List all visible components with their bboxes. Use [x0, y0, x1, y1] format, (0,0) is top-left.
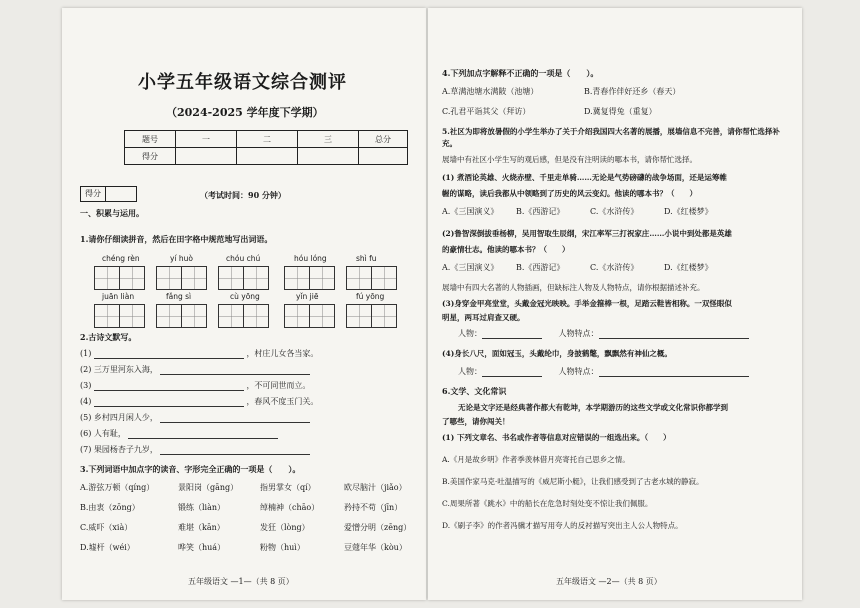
option-row	[442, 86, 680, 97]
option-text[interactable]: D.《刷子李》的作者冯骥才描写用夸人的反衬描写突出主人公人物特点。	[442, 521, 683, 530]
person-blank[interactable]	[482, 338, 542, 339]
person-label: 人物：	[458, 367, 482, 376]
option-text[interactable]: C.《水浒传》	[590, 263, 639, 272]
score-table-header-cell: 二	[237, 131, 298, 148]
score-box-input[interactable]	[105, 187, 136, 201]
option-text[interactable]: A.《三国演义》	[442, 263, 499, 272]
question-5-3-cont: 明星，两耳过肩查又硬。	[442, 313, 525, 322]
option-text[interactable]: D.冀复得兔（重复）	[584, 107, 657, 116]
pinyin-label: chóu chú	[226, 254, 261, 263]
writing-grid[interactable]	[346, 304, 397, 328]
option-text: 绰楠神（chāo）	[260, 503, 320, 512]
poem-item	[80, 428, 278, 439]
score-cell[interactable]	[176, 148, 237, 165]
option-text[interactable]: C.威吓（xià）	[80, 523, 133, 532]
option-text: 发狂（lòng）	[260, 523, 310, 532]
option-text: 锻练（liàn）	[178, 503, 226, 512]
option-row	[442, 206, 713, 217]
answer-blank[interactable]	[160, 422, 310, 423]
option-text[interactable]: B.青春作伴好还乡（春天）	[584, 87, 681, 96]
option-text[interactable]: B.《西游记》	[516, 207, 565, 216]
option-text[interactable]: A.《月是故乡明》作者季羡林借月亮寄托自己思乡之情。	[442, 455, 630, 464]
option-text[interactable]: D.墟杆（wéi）	[80, 543, 135, 552]
option-text[interactable]: B.由衷（zōng）	[80, 503, 140, 512]
question-6-1: (1) 下列文章名、书名或作者等信息对应错误的一组选出来。（ ）	[442, 433, 671, 442]
option-text: 粉物（huì）	[260, 543, 305, 552]
pinyin-label: yí huò	[170, 254, 194, 263]
writing-grid[interactable]	[346, 266, 397, 290]
score-table-header-cell: 题号	[125, 131, 176, 148]
score-table-row-label: 得分	[125, 148, 176, 165]
answer-row	[458, 366, 749, 377]
exam-page-2	[428, 8, 802, 600]
writing-grid[interactable]	[156, 266, 207, 290]
question-5-1-cont: 幄的谋略，读后我都从中领略到了历史的风云变幻。他读的哪本书？（ ）	[442, 189, 697, 198]
pinyin-label: fǎng sì	[166, 292, 192, 301]
poem-text: 果园杨杏子九岁，	[93, 445, 158, 454]
score-table-header-cell: 总分	[359, 131, 408, 148]
option-text: 爱憎分明（zēng）	[344, 523, 412, 532]
answer-blank[interactable]	[160, 454, 310, 455]
item-number: (6)	[80, 429, 92, 438]
question-5-hint: 展墙中有社区小学生写的观后感，但是没有注明读的哪本书，请你帮忙选择。	[442, 155, 697, 164]
score-table-header-cell: 一	[176, 131, 237, 148]
option-text: 指男掌女（qí）	[260, 483, 316, 492]
option-text[interactable]: B.美国作家马克·吐温描写的《威尼斯小艇》，让我们感受到了古老水城的静寂。	[442, 477, 704, 486]
poem-item	[80, 444, 310, 455]
poem-text: 人有耻，	[93, 429, 126, 438]
poem-item	[80, 412, 310, 423]
question-5: 5.社区为即将放暑假的小学生举办了关于介绍我国四大名著的展播，展墙信息不完善，请你帮忙选择补充。	[442, 127, 780, 148]
item-number: (2)	[80, 365, 92, 374]
option-row	[442, 262, 713, 273]
question-4: 4.下列加点字解释不正确的一项是（ ）。	[442, 68, 599, 78]
question-5-4: (4)身长八尺，面如冠玉，头戴纶巾，身披鹤氅，飘飘然有神仙之概。	[442, 349, 672, 358]
answer-blank[interactable]	[94, 358, 244, 359]
portrait-intro: 展墙中有四大名著的人物插画，但缺标注人物及人物特点，请你根据描述补充。	[442, 283, 705, 292]
question-5-1: (1) 煮酒论英雄、火烧赤壁、千里走单骑……无论是气势磅礴的战争场面，还是运筹帷	[442, 173, 727, 182]
score-box	[80, 186, 137, 202]
trait-blank[interactable]	[599, 376, 749, 377]
section-heading: 一、积累与运用。	[80, 208, 144, 218]
question-5-2: (2)鲁智深倒拔垂杨柳，吴用智取生辰纲，宋江率军三打祝家庄……小说中到处都是英雄	[442, 229, 732, 238]
question-1: 1.请你仔细读拼音，然后在田字格中规范地写出词语。	[80, 234, 273, 244]
poem-text: ，村庄儿女各当家。	[246, 349, 319, 358]
item-number: (5)	[80, 413, 92, 422]
option-row	[80, 542, 407, 553]
option-text: 欧尽脑汁（jiǎo）	[344, 483, 407, 492]
option-text[interactable]: D.《红楼梦》	[664, 263, 713, 272]
option-text[interactable]: C.《水浒传》	[590, 207, 639, 216]
trait-label: 人物特点：	[558, 329, 599, 338]
question-5-3: (3)身穿金甲亮堂堂，头戴金冠光映映。手举金箍棒一根，足踏云鞋皆相称。一双怪眼似	[442, 299, 732, 308]
option-text: 豆蔻年华（kòu）	[344, 543, 407, 552]
score-cell[interactable]	[298, 148, 359, 165]
writing-grid[interactable]	[94, 266, 145, 290]
page-footer: 五年级语文 —2—（共 8 页）	[556, 577, 662, 586]
option-text: 哗笑（huá）	[178, 543, 226, 552]
poem-item	[80, 396, 318, 407]
writing-grid[interactable]	[94, 304, 145, 328]
writing-grid[interactable]	[156, 304, 207, 328]
writing-grid[interactable]	[284, 304, 335, 328]
option-text[interactable]: D.《红楼梦》	[664, 207, 713, 216]
writing-grid[interactable]	[218, 304, 269, 328]
option-text: 景阳岗（gāng）	[178, 483, 239, 492]
option-row	[442, 106, 657, 117]
exam-page-1	[62, 8, 426, 600]
question-6-intro-cont: 了哪些，请你闯关！	[442, 417, 510, 426]
option-row	[80, 522, 411, 533]
poem-item	[80, 380, 310, 391]
question-3: 3.下列词语中加点字的读音、字形完全正确的一项是（ ）。	[80, 464, 301, 474]
option-row	[80, 482, 407, 493]
score-cell[interactable]	[237, 148, 298, 165]
question-2: 2.古诗文默写。	[80, 332, 137, 342]
poem-item	[80, 364, 310, 375]
item-number: (3)	[80, 381, 92, 390]
answer-blank[interactable]	[128, 438, 278, 439]
poem-text: ，不可同世而立。	[246, 381, 311, 390]
score-box-label: 得分	[85, 189, 101, 198]
score-table-header-cell: 三	[298, 131, 359, 148]
writing-grid[interactable]	[218, 266, 269, 290]
option-text[interactable]: C.孔君平诣其父（拜访）	[442, 107, 531, 116]
exam-time: （考试时间：90 分钟）	[200, 190, 286, 200]
option-text[interactable]: A.《三国演义》	[442, 207, 499, 216]
person-label: 人物：	[458, 329, 482, 338]
question-6-intro: 无论是文字还是经典著作都大有乾坤，本学期游历的这些文学或文化常识你都学到	[458, 403, 728, 412]
question-5-2-cont: 的豪情壮志。他读的哪本书？（ ）	[442, 245, 570, 254]
answer-blank[interactable]	[94, 406, 244, 407]
page-footer: 五年级语文 —1—（共 8 页）	[188, 577, 294, 586]
answer-blank[interactable]	[94, 390, 244, 391]
option-text: 矜持不苟（jīn）	[344, 503, 403, 512]
pinyin-label: shì fu	[356, 254, 377, 263]
answer-row	[458, 328, 749, 339]
trait-label: 人物特点：	[558, 367, 599, 376]
pinyin-label: fú yōng	[356, 292, 385, 301]
person-blank[interactable]	[482, 376, 542, 377]
answer-blank[interactable]	[160, 374, 310, 375]
pinyin-label: cù yōng	[230, 292, 260, 301]
item-number: (7)	[80, 445, 92, 454]
option-row	[80, 502, 402, 513]
option-text[interactable]: B.《西游记》	[516, 263, 565, 272]
option-text[interactable]: A.草满池塘水满陂（池塘）	[442, 87, 539, 96]
pinyin-label: hóu lóng	[294, 254, 327, 263]
option-text: 难堪（kān）	[178, 523, 225, 532]
option-text[interactable]: C.周果所著《跳水》中的船长在危急时刻处变不惊让我们佩服。	[442, 499, 653, 508]
poem-item	[80, 348, 318, 359]
option-text[interactable]: A.游弦万顿（qíng）	[80, 483, 155, 492]
pinyin-label: chéng rèn	[102, 254, 140, 263]
writing-grid[interactable]	[284, 266, 335, 290]
pinyin-label: juān liàn	[102, 292, 135, 301]
poem-text: 乡村四月闲人少，	[93, 413, 158, 422]
poem-text: 三万里河东入海，	[93, 365, 158, 374]
question-6: 6.文学、文化常识	[442, 386, 507, 396]
exam-title: 小学五年级语文综合测评	[138, 72, 347, 93]
item-number: (4)	[80, 397, 92, 406]
exam-subtitle: （2024-2025 学年度下学期）	[166, 106, 324, 119]
score-cell[interactable]	[359, 148, 408, 165]
poem-text: ，春风不度玉门关。	[246, 397, 319, 406]
trait-blank[interactable]	[599, 338, 749, 339]
score-table	[124, 130, 408, 165]
pinyin-label: yǐn jiē	[296, 292, 319, 301]
item-number: (1)	[80, 349, 92, 358]
